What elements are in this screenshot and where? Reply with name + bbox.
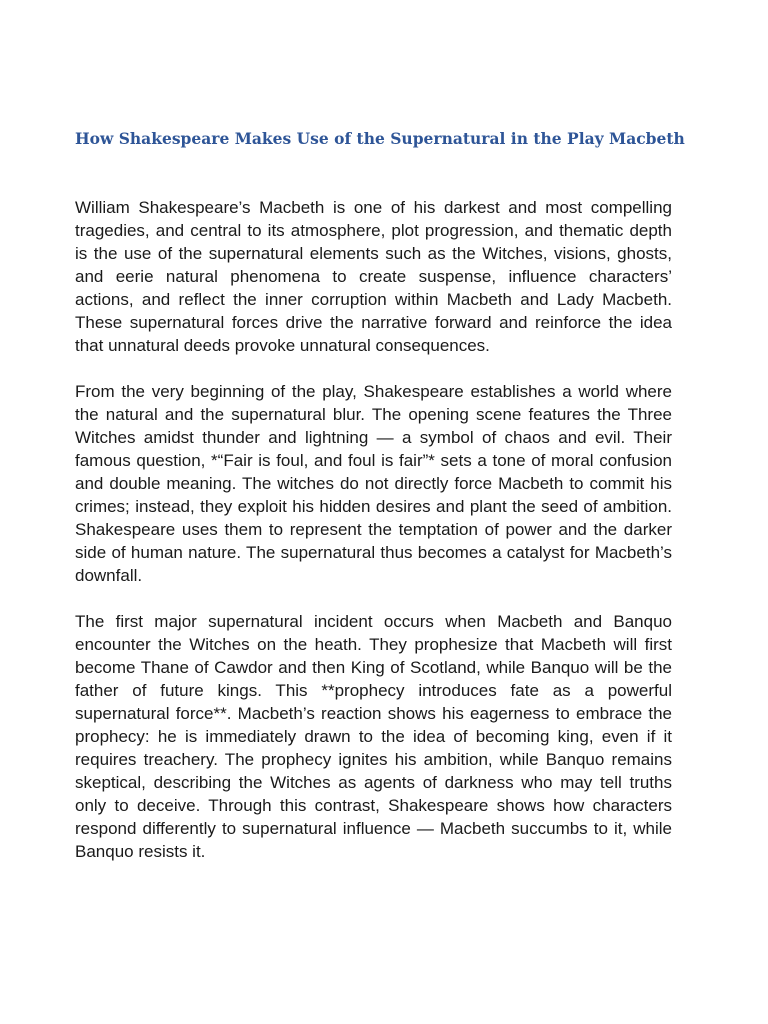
- paragraph-3: The first major supernatural incident occurs when Macbeth and Banquo encounter the Witches on the heath. They prophesize that Macbeth will first become Thane of Cawdor and then King of Scotland, while Banquo will be the father of future kings. This **prophecy introduces fate as a powerful supernatural force**. Macbeth’s reaction shows his eagerness to embrace the prophecy: he is immediately drawn to the idea of becoming king, even if it requires treachery. The prophecy ignites his ambition, while Banquo remains skeptical, describing the Witches as agents of darkness who may tell truths only to deceive. Through this contrast, Shakespeare shows how characters respond differently to supernatural influence — Macbeth succumbs to it, while Banquo resists it.: [75, 612, 672, 861]
- document-body: [75, 196, 672, 886]
- paragraph-2: From the very beginning of the play, Shakespeare establishes a world where the natural and the supernatural blur. The opening scene features the Three Witches amidst thunder and lightning — a symbol of chaos and evil. Their famous question, *“Fair is foul, and foul is fair”* sets a tone of moral confusion and double meaning. The witches do not directly force Macbeth to commit his crimes; instead, they exploit his hidden desires and plant the seed of ambition. Shakespeare uses them to represent the temptation of power and the darker side of human nature. The supernatural thus becomes a catalyst for Macbeth’s downfall.: [75, 382, 672, 585]
- document-title: How Shakespeare Makes Use of the Supernatural in the Play Macbeth: [75, 129, 685, 148]
- paragraph-1: William Shakespeare’s Macbeth is one of his darkest and most compelling tragedies, and central to its atmosphere, plot progression, and thematic depth is the use of the supernatural elements such as the Witches, visions, ghosts, and eerie natural phenomena to create suspense, influence characters’ actions, and reflect the inner corruption within Macbeth and Lady Macbeth. These supernatural forces drive the narrative forward and reinforce the idea that unnatural deeds provoke unnatural consequences.: [75, 198, 672, 355]
